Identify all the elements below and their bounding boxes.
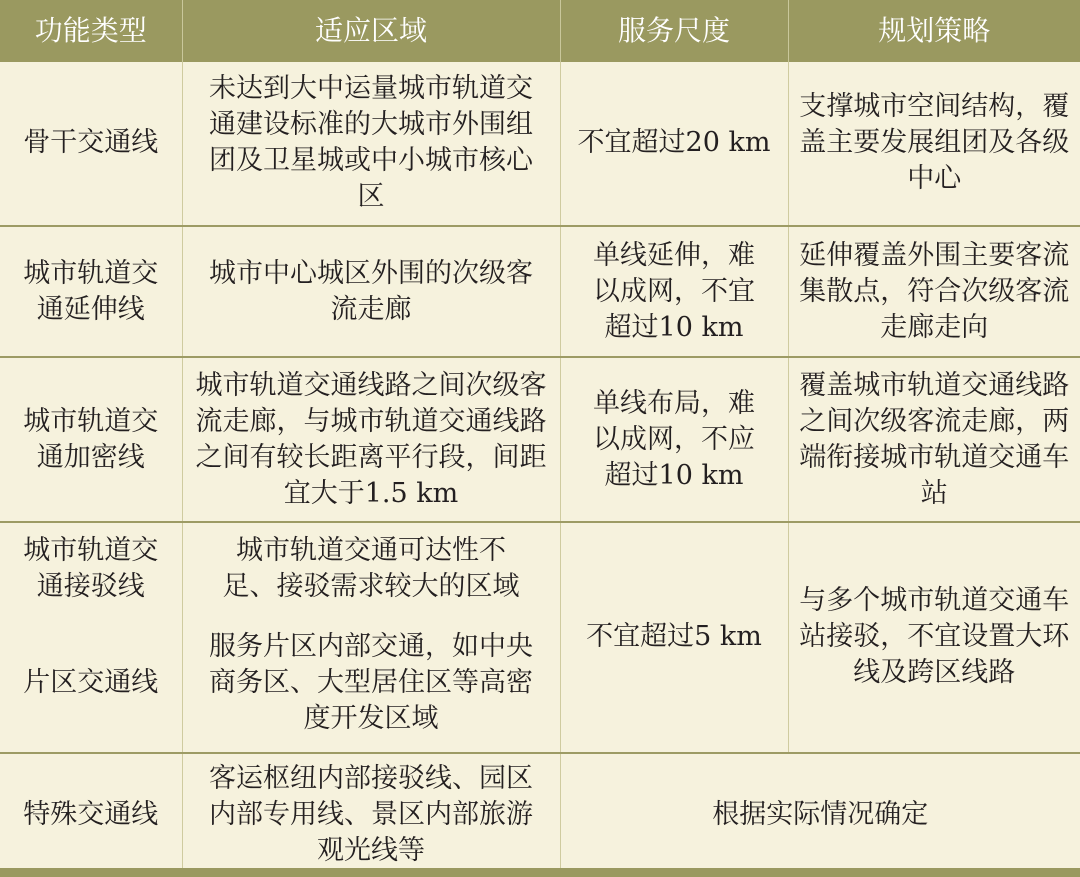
cell-scale-shared: 不宜超过5 km: [560, 522, 788, 753]
table-row: [0, 753, 1080, 877]
cell-type: 城市轨道交通接驳线: [0, 522, 182, 615]
cell-scale-strategy-merged: 根据实际情况确定: [560, 753, 1080, 877]
table-row: [0, 62, 1080, 226]
cell-strategy-shared: 与多个城市轨道交通车站接驳，不宜设置大环线及跨区线路: [788, 522, 1080, 753]
header-applicable-area: 适应区域: [182, 0, 560, 62]
cell-scale: 不宜超过20 km: [560, 62, 788, 226]
header-function-type: 功能类型: [0, 0, 182, 62]
cell-area: 城市中心城区外围的次级客流走廊: [182, 226, 560, 357]
cell-area: 未达到大中运量城市轨道交通建设标准的大城市外围组团及卫星城或中小城市核心区: [182, 62, 560, 226]
cell-area: 服务片区内部交通，如中央商务区、大型居住区等高密度开发区域: [182, 615, 560, 753]
table-row: [0, 226, 1080, 357]
table-bottom-border: [0, 868, 1080, 877]
cell-type: 骨干交通线: [0, 62, 182, 226]
cell-scale: 单线延伸，难以成网，不宜超过10 km: [560, 226, 788, 357]
table-row: [0, 357, 1080, 522]
cell-scale: 单线布局，难以成网，不应超过10 km: [560, 357, 788, 522]
cell-strategy: 延伸覆盖外围主要客流集散点，符合次级客流走廊走向: [788, 226, 1080, 357]
cell-type: 特殊交通线: [0, 753, 182, 877]
cell-strategy: 覆盖城市轨道交通线路之间次级客流走廊，两端衔接城市轨道交通车站: [788, 357, 1080, 522]
table-header-row: [0, 0, 1080, 62]
cell-type: 城市轨道交通延伸线: [0, 226, 182, 357]
cell-area: 城市轨道交通可达性不足、接驳需求较大的区域: [182, 522, 560, 615]
cell-type: 城市轨道交通加密线: [0, 357, 182, 522]
header-planning-strategy: 规划策略: [788, 0, 1080, 62]
cell-area: 城市轨道交通线路之间次级客流走廊，与城市轨道交通线路之间有较长距离平行段，间距宜大于1.5 km: [182, 357, 560, 522]
header-service-scale: 服务尺度: [560, 0, 788, 62]
cell-area: 客运枢纽内部接驳线、园区内部专用线、景区内部旅游观光线等: [182, 753, 560, 877]
cell-type: 片区交通线: [0, 615, 182, 753]
cell-strategy: 支撑城市空间结构，覆盖主要发展组团及各级中心: [788, 62, 1080, 226]
table-row: [0, 522, 1080, 615]
